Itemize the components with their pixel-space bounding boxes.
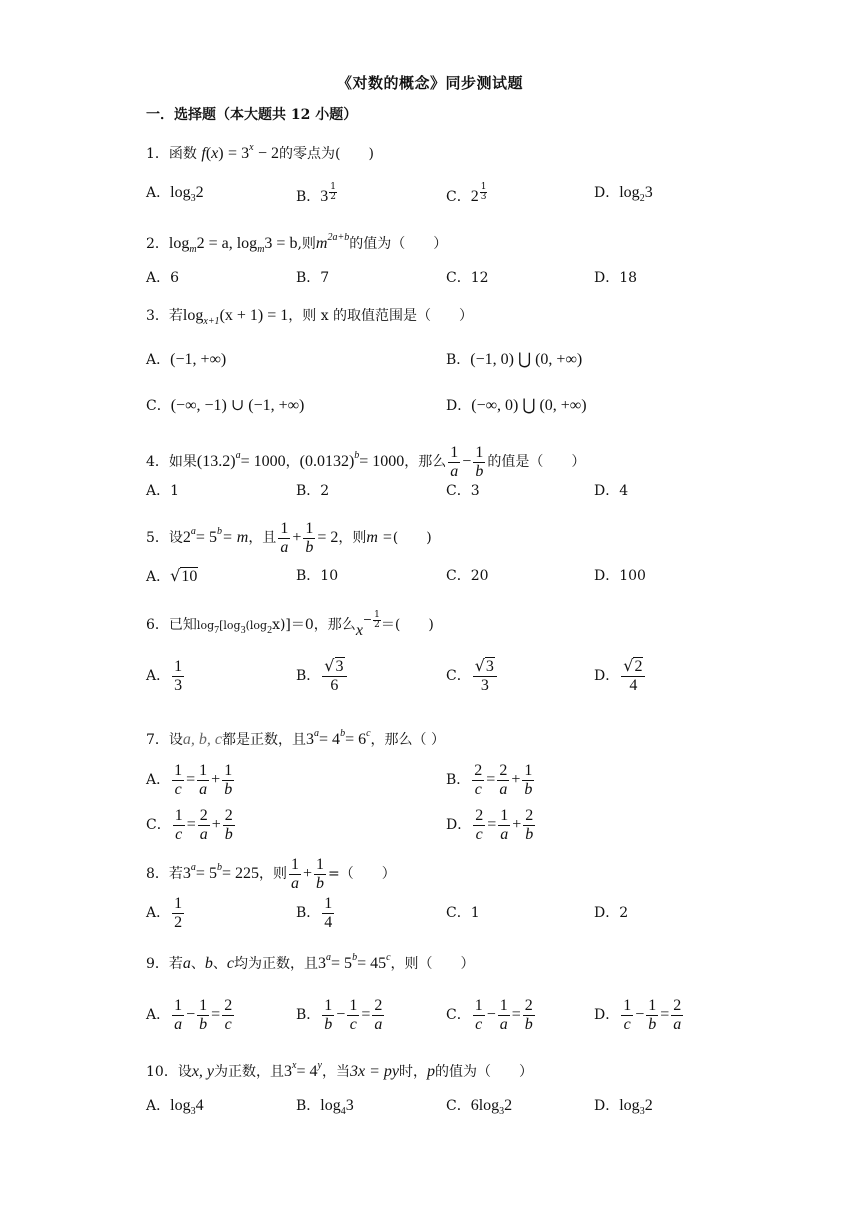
math-fraction: $\frac{2}{b}$ [524, 996, 533, 1033]
option-10c[interactable]: C．$6\log_32$ [446, 1097, 513, 1117]
math-fraction: $\frac{1}{b}$ [305, 519, 314, 556]
math-expr: (x + 1) = 1 [219, 307, 289, 324]
math-fraction: $\frac{1}{4}$ [324, 894, 333, 931]
question-2 [146, 228, 447, 260]
option-4c[interactable]: C．3 [446, 483, 480, 499]
option-3a[interactable] [146, 350, 226, 370]
option-7c[interactable]: C． $\frac{1}{c}$ = $\frac{2}{a}$ + $\frac{2}{b}$ [146, 806, 233, 843]
math-expr: (−1, 0) ⋃ (0, +∞) [470, 351, 583, 368]
math-sub: m [257, 244, 265, 255]
option-8a[interactable] [146, 893, 186, 933]
option-label: A． [146, 1098, 171, 1114]
option-6a[interactable] [146, 656, 186, 696]
math-sqrt: 10 [181, 568, 198, 585]
math-expr: 3x = py [349, 1063, 399, 1080]
math-expr: (−∞, −1) ∪ (−1, +∞) [170, 397, 305, 414]
math-expr: = 225 [221, 865, 259, 882]
option-label: A． [146, 905, 171, 921]
question-number: 5． [146, 530, 169, 546]
question-text: 都是正数，且 [222, 732, 307, 748]
option-label: A． [146, 772, 171, 788]
math-base: m [315, 235, 328, 252]
math-fraction: $\frac{1}{b}$ [648, 996, 657, 1033]
question-text: ，则 [258, 866, 287, 882]
option-8c[interactable]: C．1 [446, 905, 480, 921]
math-expr: (−∞, 0) ⋃ (0, +∞) [471, 397, 587, 414]
math-sub: m [189, 244, 197, 255]
question-number: 3． [146, 308, 169, 324]
math-expr: = m [221, 529, 249, 546]
math-fraction: $\frac{2}{b}$ [525, 806, 534, 843]
math-fraction: $\frac{1}{b}$ [475, 443, 484, 480]
math-fraction: $\frac{2}{c}$ [224, 996, 233, 1033]
option-4b[interactable]: B．2 [296, 483, 330, 499]
question-text: ( ) [392, 530, 432, 546]
math-expr: = 4 [319, 731, 341, 748]
option-9b[interactable]: B． $\frac{1}{b}$ − $\frac{1}{c}$ = $\frac{2}{a}$ [296, 996, 383, 1033]
math-fraction: $\frac{√3}{3}$ [473, 657, 497, 695]
math-expr: = 1000 [240, 453, 286, 470]
math-fraction: $\frac{1}{a}$ [499, 996, 508, 1033]
option-1a[interactable] [146, 183, 204, 209]
math-fraction: $\frac{1}{c}$ [623, 996, 632, 1033]
question-text: 设 [168, 530, 183, 546]
option-5a[interactable]: A．√10 [146, 566, 198, 585]
math-fraction: $\frac{1}{a}$ [290, 855, 299, 892]
question-text: ，那么（ ） [370, 732, 445, 748]
question-number: 6． [146, 617, 169, 633]
math-fraction: $\frac{2}{a}$ [199, 806, 208, 843]
math-sup: a [314, 728, 320, 739]
question-3 [146, 306, 473, 332]
math-exp-frac: $\frac{1}{2}$ [330, 182, 337, 202]
math-vars: x, y [191, 1063, 215, 1080]
question-text: =（ ） [328, 866, 396, 882]
option-5c[interactable]: C．20 [446, 568, 489, 584]
math-sub: 2 [267, 625, 273, 636]
math-fraction: $\frac{2}{a}$ [673, 996, 682, 1033]
math-expr: (−1, +∞) [170, 351, 227, 368]
math-log: log [168, 235, 190, 252]
page-title: 《对数的概念》同步测试题 [336, 74, 523, 92]
math-exp-frac: $\frac{1}{3}$ [480, 182, 487, 202]
question-number: 2． [146, 236, 169, 252]
math-fraction: $\frac{2}{a}$ [374, 996, 383, 1033]
option-8d[interactable]: D．2 [594, 905, 629, 921]
math-fraction: $\frac{1}{b}$ [224, 761, 233, 798]
question-text: 为正数，且 [214, 1064, 285, 1080]
question-number: 4． [146, 454, 169, 470]
option-9d[interactable]: D． $\frac{1}{c}$ − $\frac{1}{b}$ = $\frac{2}{a}$ [594, 996, 682, 1033]
section-heading: 一．选择题（本大题共 12 小题） [146, 107, 358, 123]
question-text: ，那么 [404, 454, 447, 470]
math-expr: = 2 [317, 529, 339, 546]
math-fraction: $\frac{1}{a}$ [174, 996, 183, 1033]
question-text: ，当 [321, 1064, 350, 1080]
option-label: B． [296, 668, 321, 684]
math-sub: x+1 [203, 316, 220, 327]
option-label: B． [296, 189, 321, 205]
option-label: A． [146, 185, 171, 201]
question-text: 函数 [168, 146, 197, 162]
math-fraction: $\frac{1}{c}$ [174, 806, 183, 843]
option-label: C． [446, 189, 471, 205]
option-10a[interactable]: A．$\log_34$ [146, 1097, 204, 1117]
math-fraction: $\frac{√3}{6}$ [322, 657, 346, 695]
option-label: A． [146, 1007, 171, 1023]
option-label: C． [146, 817, 171, 833]
math-expr: = 5 [195, 529, 217, 546]
option-6c[interactable] [446, 656, 499, 696]
option-label: D． [446, 817, 472, 833]
math-base: 3 [320, 188, 329, 205]
question-text: ，且 [248, 530, 277, 546]
math-sup: a [235, 450, 241, 461]
option-label: D． [594, 185, 620, 201]
math-sup: a [190, 526, 196, 537]
option-3c[interactable] [146, 396, 304, 416]
question-text: 若 [168, 956, 183, 972]
math-fraction: $\frac{2}{c}$ [474, 761, 483, 798]
question-number: 10． [146, 1064, 178, 1080]
math-fraction: $\frac{1}{a}$ [450, 443, 459, 480]
math-expr: − 2 [257, 145, 280, 162]
question-text: 时， [398, 1064, 427, 1080]
option-label: D． [446, 398, 472, 414]
math-expr: (13.2) [196, 453, 236, 470]
math-sup: b [216, 526, 222, 537]
option-2b[interactable]: B．7 [296, 270, 330, 286]
option-label: D． [594, 1098, 620, 1114]
math-op: + [292, 529, 302, 546]
math-fraction: $\frac{1}{a}$ [199, 761, 208, 798]
question-text: 已知 [168, 617, 197, 633]
option-label: B． [296, 1098, 321, 1114]
math-expr: = 5 [195, 865, 217, 882]
question-4 [146, 436, 585, 482]
question-number: 8． [146, 866, 169, 882]
math-expr: 3 [306, 731, 315, 748]
math-expr: = 3 [228, 145, 250, 162]
question-number: 9． [146, 956, 169, 972]
math-expr: (0.0132) [299, 453, 355, 470]
option-10d[interactable]: D．$\log_32$ [594, 1097, 653, 1117]
option-5b[interactable]: B．10 [296, 568, 339, 584]
option-2c[interactable]: C．12 [446, 270, 489, 286]
math-num: 3 [644, 184, 653, 201]
math-expr: = 6 [345, 731, 367, 748]
question-text: 如果 [168, 454, 197, 470]
math-log: log [619, 184, 640, 201]
math-exp-frac: $\frac{1}{2}$ [374, 610, 380, 630]
math-sub: 7 [214, 625, 220, 636]
option-label: C． [146, 398, 171, 414]
math-fraction: $\frac{1}{3}$ [174, 657, 183, 694]
option-8b[interactable] [296, 893, 336, 933]
option-7b[interactable]: B． $\frac{2}{c}$ = $\frac{2}{a}$ + $\frac{1}{b}$ [446, 761, 533, 798]
math-sup: 2a+b [327, 232, 350, 243]
question-number: 1． [146, 146, 169, 162]
math-op: − [362, 613, 373, 626]
option-7a[interactable]: A． $\frac{1}{c}$ = $\frac{1}{a}$ + $\frac{1}{b}$ [146, 761, 233, 798]
math-log: log [170, 184, 191, 201]
option-label: B． [446, 352, 471, 368]
math-fraction: $\frac{1}{c}$ [474, 996, 483, 1033]
option-1b[interactable] [296, 183, 337, 207]
question-text: ， [285, 454, 300, 470]
question-text: ,则 [297, 236, 316, 252]
option-5d[interactable]: D．100 [594, 568, 646, 584]
question-text: 设 [168, 732, 183, 748]
option-1d[interactable] [594, 183, 653, 209]
option-4a[interactable]: A．1 [146, 483, 180, 499]
option-label: A． [146, 569, 171, 585]
math-sub: 3 [190, 193, 196, 204]
math-log: [log [219, 619, 241, 632]
math-expr: 2 [182, 529, 191, 546]
math-num: 2 [195, 184, 204, 201]
option-label: C． [446, 668, 471, 684]
question-text: 的值为（ ） [349, 236, 448, 252]
math-fraction: $\frac{1}{a}$ [280, 519, 289, 556]
question-8: 8．若$3^a= 5^b= 225$，则 $\frac{1}{a}$ + $\frac{1}{b}$ =（ ） [146, 855, 396, 892]
math-expr: 3 = b [264, 235, 298, 252]
math-sup: x [249, 142, 254, 153]
question-5 [146, 512, 432, 558]
math-vars: a, b, c [182, 731, 223, 748]
option-label: B． [446, 772, 471, 788]
option-label: B． [296, 1007, 321, 1023]
question-text: x)]＝0，那么 [272, 617, 356, 633]
math-log: (log [245, 619, 268, 632]
math-x: x [211, 145, 219, 162]
option-3d[interactable] [446, 396, 587, 416]
math-expr: 3 [182, 865, 191, 882]
option-4d[interactable]: D．4 [594, 483, 629, 499]
math-sup: c [366, 728, 371, 739]
math-fraction: $\frac{2}{c}$ [475, 806, 484, 843]
option-9c[interactable]: C． $\frac{1}{c}$ − $\frac{1}{a}$ = $\frac{2}{b}$ [446, 996, 533, 1033]
question-number: 7． [146, 732, 169, 748]
option-10b[interactable]: B．$\log_43$ [296, 1097, 354, 1117]
question-text: ＝( ) [380, 617, 434, 633]
question-text: 若 [168, 308, 183, 324]
option-label: D． [594, 668, 620, 684]
question-1: 1．函数 $f(x) = 3^x - 2$的零点为( ) [146, 142, 374, 162]
math-fraction: $\frac{1}{c}$ [174, 761, 183, 798]
option-label: C． [446, 1098, 471, 1114]
math-fraction: $\frac{1}{b}$ [316, 855, 325, 892]
math-x: x [355, 622, 363, 639]
math-fraction: $\frac{1}{b}$ [524, 761, 533, 798]
option-6b[interactable] [296, 656, 349, 696]
math-expr: m = [366, 529, 393, 546]
question-text: 的值为（ ） [434, 1064, 533, 1080]
math-fraction: $\frac{√2}{4}$ [621, 657, 645, 695]
math-fraction: $\frac{1}{c}$ [349, 996, 358, 1033]
math-sup: a [190, 862, 196, 873]
question-text: 的值是（ ） [487, 454, 586, 470]
math-fraction: $\frac{1}{b}$ [199, 996, 208, 1033]
math-fraction: $\frac{1}{2}$ [174, 894, 183, 931]
math-log: log [196, 619, 215, 632]
math-base: 2 [470, 188, 479, 205]
question-text: ，则 x 的取值范围是（ ） [288, 308, 474, 324]
question-text: ，则 [338, 530, 367, 546]
math-sub: 3 [240, 625, 246, 636]
question-10: 10．设x, y为正数，且$3^x= 4^y$，当3x = py时，p的值为（ ） [146, 1060, 533, 1080]
option-2a[interactable]: A．6 [146, 270, 180, 286]
option-9a[interactable]: A． $\frac{1}{a}$ − $\frac{1}{b}$ = $\frac{2}{c}$ [146, 996, 233, 1033]
option-1c[interactable] [446, 183, 487, 207]
math-log: log [182, 307, 204, 324]
math-sub: 2 [639, 193, 645, 204]
option-7d[interactable]: D． $\frac{2}{c}$ = $\frac{1}{a}$ + $\frac{2}{b}$ [446, 806, 534, 843]
option-2d[interactable]: D．18 [594, 270, 638, 286]
math-expr: 2 = a, log [196, 235, 258, 252]
question-7 [146, 724, 445, 750]
math-fraction: $\frac{2}{a}$ [499, 761, 508, 798]
option-label: C． [446, 1007, 471, 1023]
option-label: A． [146, 668, 171, 684]
math-fraction: $\frac{1}{b}$ [324, 996, 333, 1033]
math-fraction: $\frac{1}{a}$ [500, 806, 509, 843]
option-label: D． [594, 1007, 620, 1023]
question-text: 设 [177, 1064, 192, 1080]
question-6 [146, 610, 434, 641]
option-3b[interactable] [446, 350, 582, 370]
question-text: 若 [168, 866, 183, 882]
math-f: f [201, 145, 206, 162]
question-text: 均为正数，且 [234, 956, 319, 972]
math-expr: = 1000 [359, 453, 405, 470]
math-fraction: $\frac{2}{b}$ [224, 806, 233, 843]
math-op: − [462, 453, 472, 470]
question-text: ，则（ ） [390, 956, 475, 972]
question-text: 的零点为( ) [279, 146, 374, 162]
option-6d[interactable] [594, 656, 647, 696]
math-sup: b [216, 862, 222, 873]
math-sup: b [340, 728, 346, 739]
question-9: 9．若a、b、c均为正数，且$3^a= 5^b= 45^c$，则（ ） [146, 952, 475, 972]
math-sup: b [354, 450, 360, 461]
option-label: A． [146, 352, 171, 368]
option-label: B． [296, 905, 321, 921]
